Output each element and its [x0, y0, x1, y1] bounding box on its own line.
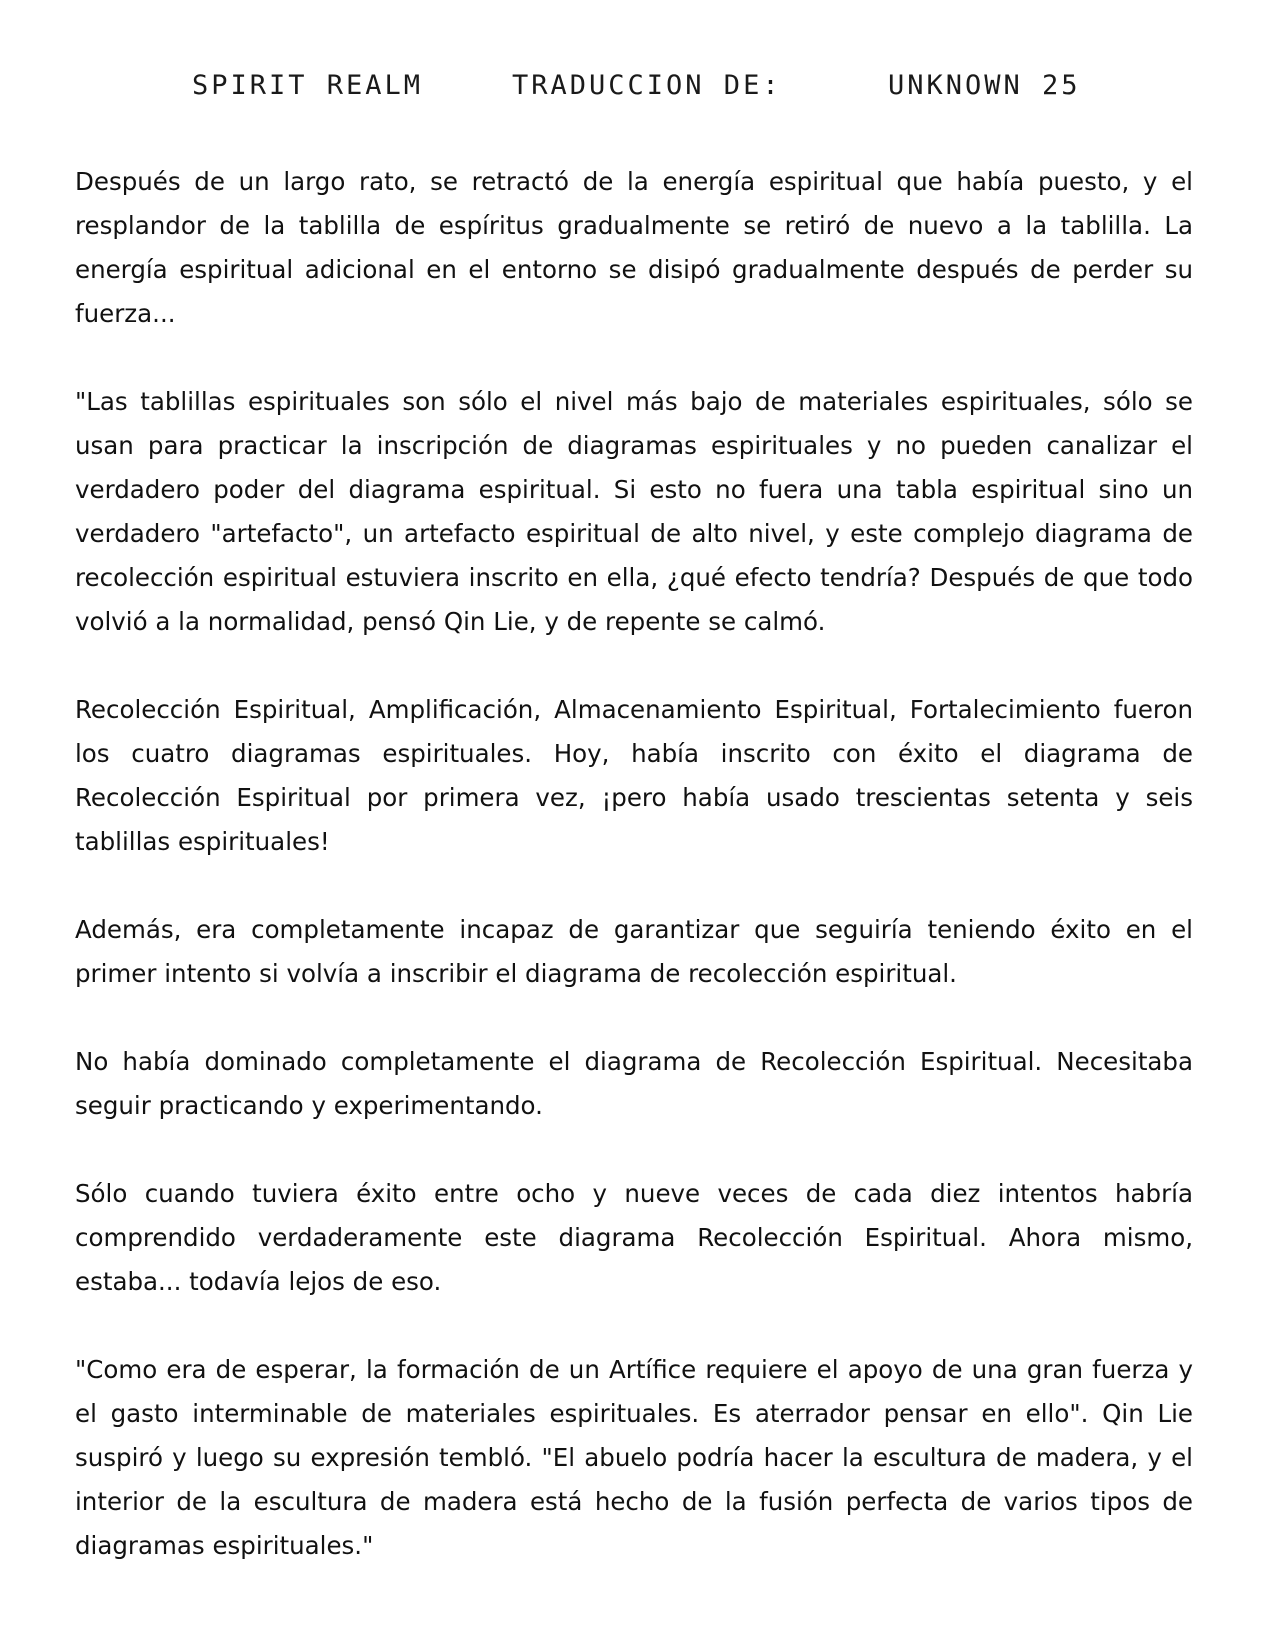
paragraph: Además, era completamente incapaz de garantizar que seguiría teniendo éxito en el primer intento si volvía a inscribir el diagrama de recolección espiritual. [75, 915, 1193, 988]
paragraph: Sólo cuando tuviera éxito entre ocho y nueve veces de cada diez intentos habría comprendido verdaderamente este diagrama Recolección Espiritual. Ahora mismo, estaba... todavía lejos de eso. [75, 1179, 1193, 1296]
header-translation-label: TRADUCCION DE: [512, 70, 782, 101]
page-header [0, 70, 1275, 110]
paragraph: Recolección Espiritual, Amplificación, Almacenamiento Espiritual, Fortalecimiento fueron los cuatro diagramas espirituales. Hoy, había inscrito con éxito el diagrama de Recolección Espiritual por primera vez, ¡pero había usado trescientas setenta y seis tablillas espirituales! [75, 695, 1193, 856]
header-title: SPIRIT REALM [192, 70, 424, 101]
header-translator: UNKNOWN 25 [888, 70, 1081, 101]
paragraph: "Como era de esperar, la formación de un Artífice requiere el apoyo de una gran fuerza y el gasto interminable de materiales espirituales. Es aterrador pensar en ello". Qin Lie suspiró y luego su expresión tembló. "El abuelo podría hacer la escultura de madera, y el interior de la escultura de madera está hecho de la fusión perfecta de varios tipos de diagramas espirituales." [75, 1355, 1193, 1560]
page-body [75, 160, 1193, 1612]
paragraph: Después de un largo rato, se retractó de la energía espiritual que había puesto, y el resplandor de la tablilla de espíritus gradualmente se retiró de nuevo a la tablilla. La energía espiritual adicional en el entorno se disipó gradualmente después de perder su fuerza... [75, 167, 1193, 328]
paragraph: No había dominado completamente el diagrama de Recolección Espiritual. Necesitaba seguir practicando y experimentando. [75, 1047, 1193, 1120]
paragraph: "Las tablillas espirituales son sólo el nivel más bajo de materiales espirituales, sólo se usan para practicar la inscripción de diagramas espirituales y no pueden canalizar el verdadero poder del diagrama espiritual. Si esto no fuera una tabla espiritual sino un verdadero "artefacto", un artefacto espiritual de alto nivel, y este complejo diagrama de recolección espiritual estuviera inscrito en ella, ¿qué efecto tendría? Después de que todo volvió a la normalidad, pensó Qin Lie, y de repente se calmó. [75, 387, 1193, 636]
